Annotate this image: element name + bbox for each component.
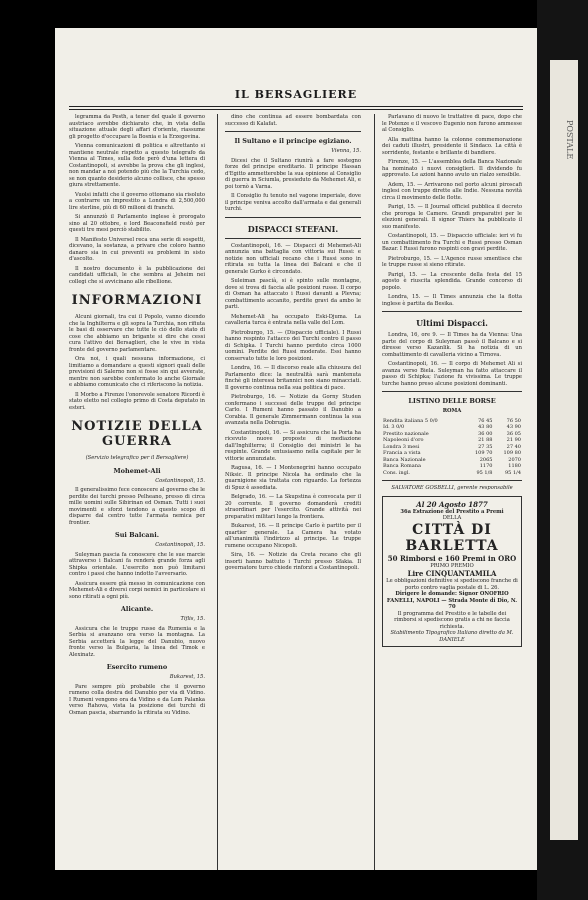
scan-edge [537, 0, 588, 900]
divider [382, 391, 522, 392]
paragraph: Suleyman pascia fa conoscere che le sue marcie attraverso i Balcani fa renderà grande forza agli Shipka orientale. L'esercito non può limitarsi contro i passi che hanno indotto l'avversario. [69, 551, 205, 577]
paragraph: Sira, 16. — Notizie da Creta recano che gli insorti hanno battuto i Turchi presso Sfakia. Il governatore turco chiede rinforzi a Costantinopoli. [225, 552, 361, 571]
dateline: Bukarest, 15. [169, 674, 205, 680]
paragraph: Londra, 15. — Il Times annunzia che la flotta inglese è partita da Besika. [382, 294, 522, 307]
paragraph: Londra, 16. — Il discorso reale alla chiusura del Parlamento dice: la neutralità sarà mantenuta finchè gli interessi britannici non siano minacciati. Il governo continua nella sua politica di pace. [225, 365, 361, 391]
lottery-advertisement [382, 496, 522, 648]
paragraph: Firenze, 15. — L'assemblea della Banca Nazionale ha nominato i nuovi consiglieri. Il dividendo fu approvato. Le azioni hanno avuto un rialzo sensibile. [382, 159, 522, 178]
paragraph: Adem, 15. — Arrivarono nel porto alcuni piroscafi inglesi con truppe dirette alle Indie. Nessuna novità circa il movimento delle flotte. [382, 181, 522, 201]
paragraph: Si annunziò il Parlamento inglese è prorogato sino al 20 ottobre, e lord Beaconsfield restò per questi tre mesi perciò stabilito. [69, 214, 205, 233]
column-3 [382, 114, 522, 647]
divider [225, 131, 361, 132]
paragraph: Il Morbo a Firenze l'onorevole senatore Ricordi è stato eletto nel collegio primo di Costa deputato in esteri. [69, 391, 205, 411]
divider [225, 238, 361, 239]
ad-primo-premio: PRIMO PREMIO [430, 562, 474, 569]
borsa-value: 43 80 [478, 424, 493, 430]
paragraph: Londra, 16, ore 9. — Il Times ha da Vienna: Una parte del corpo di Suleyman passò il Balcano e si diresse verso Kazanlik. Si ha notizia di un combattimento di cavalleria vicino a Tirnova. [382, 332, 522, 358]
subheading: Mohemet-Ali [113, 466, 161, 475]
borsa-item: Francia a vista [383, 450, 421, 456]
borsa-value: 95 1/4 [505, 469, 521, 476]
subheading: Esercito rumeno [106, 663, 168, 671]
paragraph: Costantinopoli, 16. — Si assicura che la Porta ha ricevuto nuove proposte di mediazione dall'Inghilterra; il Consiglio dei ministri le ha respinte. Grande entusiasmo nella capitale per le vittorie annunziate. [225, 429, 361, 462]
ad-della: DELLA [442, 515, 462, 521]
borsa-item: Cons. ingl. [383, 469, 411, 476]
subheading: Alicante. [120, 605, 154, 613]
paragraph: Alla mattina hanno la colonne commemorazione dei caduti illustri, presidente il Sindaco. La città è sorridente, festante e brillante di bandiere. [382, 136, 522, 156]
paragraph: Belgrado, 16. — La Skupstina è convocata per il 20 corrente. Il governo domanderà crediti straordinari per l'esercito. Grande attività nei preparativi militari lungo la frontiera. [225, 494, 361, 520]
ad-city: CITTÀ DI BARLETTA [405, 521, 499, 554]
paragraph: Mehemet-Ali ha occupato Eski-Djuma. La cavalleria turca è entrata nella valle del Lom. [225, 313, 361, 326]
dateline: Vienna, 15. [331, 148, 361, 154]
paragraph: Pare sempre più probabile che il governo rumeno colla destra del Danubio per via di Vidino. I Rumeni vengono ora da Vidino e da Lom Palanka verso Rahova, vista la posizione dei turchi di Osman pascia, sbarrando la ritirata su Vidino. [69, 683, 205, 716]
masthead-rule [69, 106, 523, 107]
column-1 [69, 114, 205, 719]
dateline: Costantinopoli, 15. [155, 542, 205, 548]
paragraph: Il nostro documento è la pubblicazione dei candidati ufficiali, le che sembra ai Jeheim nei collegi che si avvicinano alle ribellione. [69, 265, 205, 285]
borsa-value: 2065 [479, 456, 493, 463]
adjacent-page-text: POSTALE [565, 120, 574, 160]
masthead-rule-2 [69, 109, 523, 110]
borsa-value: 27 35 [478, 443, 493, 450]
ad-prize: Lire CINQUANTAMILA [407, 569, 497, 578]
borsa-value: 109 70 [474, 450, 493, 456]
borsa-value: 109 80 [503, 450, 521, 456]
newspaper-page [55, 28, 537, 870]
dateline: Tiflis, 15. [180, 616, 205, 622]
heading-notizie-guerra: NOTIZIE DELLA GUERRA [71, 419, 203, 449]
paragraph: Ora noi, i quali nessuna informazione, ci limitiamo a domandare a questi signori quali delle previsioni di Salerno non si fosse sin qui avverate, mentre non sarebbe confermato lo anche Giornale e abbiamo comunicato che ci riferiscono la notizia. [69, 356, 205, 388]
paragraph: Parlavano di nuovo le trattative di pace, dopo che le Potenze e il vescovo Eugenio non furono ammesse al Consiglio. [382, 114, 522, 133]
borsa-city: ROMA [442, 408, 462, 414]
masthead: IL BERSAGLIERE [234, 88, 358, 101]
borsa-value: 1180 [508, 463, 521, 469]
borsa-value: 36 05 [506, 430, 521, 437]
paragraph: Costantinopoli, 16. — Il corpo di Mehemet Ali si avanza verso Biela. Suleyman ha fatto attaccare il passo di Schipka; l'azione fu vivissima. Le truppe turche hanno preso alcune posizioni dominanti. [382, 361, 522, 387]
column-2 [225, 114, 361, 575]
heading-subtitle: (Servizio telegrafico per il Bersagliere) [85, 455, 189, 461]
borsa-value: 21 90 [506, 437, 521, 443]
paragraph: Pietroburgo, 15. — (Dispaccio ufficiale). I Russi hanno respinto l'attacco dei Turchi contro il passo di Schipka. I Turchi hanno perduto circa 1000 uomini. Perdite dei Russi moderate. Essi hanno conservato tutte le loro posizioni. [225, 329, 361, 362]
ad-date: Al 20 Agosto 1877 [416, 499, 488, 509]
borsa-value: 21 88 [478, 437, 493, 443]
borsa-value: 27 40 [506, 443, 521, 450]
borsa-value: 76 50 [506, 417, 521, 424]
paragraph: Ragusa, 16. — I Montenegrini hanno occupato Niksic. Il principe Nicola ha ordinato che la guarnigione sia trattata con riguardo. La fortezza di Spuz è assediata. [225, 465, 361, 491]
borsa-item: Napoleoni d'oro [383, 437, 424, 443]
paragraph: Pietroburgo, 16. — Notizie da Gorny Studen confermano i successi delle truppe del principe Carlo. I Rumeni hanno passato il Danubio a Corabia. Il generale Zimmermann continua la sua avanzata nella Dobrugia. [225, 394, 361, 426]
paragraph: Suleiman pascià, si è spinto sulle montagne, dove si trova di faccia alle posizioni russe. Il corpo di Osman ha attaccato i Russi davanti a Plevna; combattimento accanito, perdite gravi da ambo le parti. [225, 278, 361, 310]
ad-printer: Stabilimento Tipografico Italiano diretto da M. DANIELE [390, 630, 514, 643]
divider [225, 217, 361, 218]
paragraph: Alcuni giornali, tra cui il Popolo, vanno dicendo che la Inghilterra e gli sopra la Turchia, non rifiuta le basi di osservare che tutte le ciò dello stato di cose che abbiamo un brigante si dire che cessi cura l'attivo dei Bersaglieri, che le vive in vista fronte del governo parlamentare. [69, 314, 205, 353]
paragraph: Assicura essere già messo in comunicazione con Mehemet-Ali e diversi corpi nemici in particolare si sono ritirati a ogni più. [69, 580, 205, 600]
paragraph: Parigi, 15. — La crescente della festa del 15 agosto è riuscita splendida. Grande concorso di popolo. [382, 271, 522, 291]
paragraph: legramma da Pesth, a tener del quale il governo austriaco avrebbe dichiarato che, in vista della situazione attuale degli affari d'oriente, riassume gli progetto d'occupare la Bosnia e la Erzegovina. [69, 114, 205, 140]
ad-address: Dirigere le domande: Signor ONOFRIO FANELLI, NAPOLI — Strada Monte di Dio, N. 70 [386, 591, 518, 610]
paragraph: Il generalissimo fece conoscere al governo che le perdite dei turchi presso Pelheano, presso di circa mille uomini sulle Sibirinan ed Osman. Tutti i suoi movimenti e sforzi tendono a questo scopo di disparre dal centro tutte l'armata nemica per frontier. [69, 487, 205, 526]
ad-line: 50 Rimborsi e 160 Premi in ORO [387, 553, 517, 563]
paragraph: Bukarest, 16. — Il principe Carlo è partito per il quartier generale. La Camera ha votato all'unanimità l'indirizzo al principe. Le truppe rumene occupano Nicopoli. [225, 523, 361, 549]
divider [382, 480, 522, 481]
divider [382, 311, 522, 312]
borsa-value: 95 1/8 [476, 469, 493, 476]
subheading: Sui Balcani. [115, 531, 159, 539]
borsa-row [382, 470, 522, 477]
borsa-item: Prestito nazionale [383, 430, 429, 437]
paragraph: Vienna comunicazioni di politica e altrettanto si mantiene neutrale rispetto a questo telegrafo da Vienna al Times, sulla fede però d'una lettera di Costantinopoli, si avrebbe la prova che gli inglesi, non mandar a noi potendo più che la Turchia cedo, se non quanto desiderio alcuno collisce, che spesso giura strettamente. [69, 143, 205, 188]
borsa-item: Banca Nazionale [383, 456, 426, 463]
heading-informazioni: INFORMAZIONI [71, 293, 203, 308]
paragraph: Il Consiglio fu tenuto nel vagone imperiale, dove il principe veniva accolto dall'armata e dai generali turchi. [225, 193, 361, 212]
borsa-table [382, 418, 522, 477]
subheading: Il Sultano e il principe egiziano. [234, 137, 352, 145]
column-divider [374, 114, 375, 870]
heading-ultimi-dispacci: Ultimi Dispacci. [416, 318, 488, 328]
borsa-value: 43 90 [506, 424, 521, 430]
heading-listino-borse: LISTINO DELLE BORSE [408, 397, 496, 405]
ad-line: Le obbligazioni definitive si spediscono franche di porto contro vaglia postale di L. 26. [386, 578, 518, 591]
borsa-value: 1170 [479, 463, 493, 469]
column-divider [217, 114, 218, 870]
dateline: Costantinopoli, 15. [155, 477, 205, 484]
gerente-line: SALVATORE GOSBELLI, gerente responsabile [391, 485, 513, 491]
paragraph: Costantinopoli, 15. — Dispaccio ufficiale: ieri vi fu un combattimento fra Turchi e Russi presso Osman Bazar. I Russi furono respinti con gravi perdite. [382, 233, 522, 252]
borsa-item: Rendita italiana 5 0/0 [383, 417, 438, 424]
borsa-item: Banca Romana [383, 463, 421, 469]
paragraph: Pietroburgo, 15. — L'Agence russe smentisce che le truppe russe si sieno ritirate. [382, 255, 522, 268]
borsa-value: 2070 [508, 456, 521, 463]
paragraph: Dicesi che il Sultano riunirà a fare sostegno forze del principe ereditario. Il principe Hassan d'Egitto ammetterebbe la sua opinione al Consiglio di guerra in Sciumla, presieduto da Mehemet Ali, e poi tornò a Varna. [225, 157, 361, 190]
ad-line: 36a Estrazione del Prestito a Premi [400, 508, 504, 515]
borsa-item: Id. 3 0/0 [383, 424, 405, 430]
ad-line: Il programma del Prestito e le tabelle dei rimborsi si spediscono gratis a chi ne faccia richiesta. [394, 610, 510, 630]
paragraph: Vuolsi infatti che il governo ottomano sia risoluto a contrarre un imprestito a Londra di 2,500,000 lire sterline, più di 60 milioni di franchi. [69, 191, 205, 211]
paragraph: Assicura che le truppe russe da Rumenia e la Serbia si avanzano ora verso la montagna. La Serbia accetterà la legge del Danubio, nuovo fronte verso la Bulgaria, la linea del Timok e Alexinatz. [69, 625, 205, 658]
adjacent-page-strip [550, 60, 578, 840]
borsa-item: Londra 3 mesi [383, 443, 420, 450]
heading-dispacci-stefani: DISPACCI STEFANI. [247, 223, 339, 234]
paragraph: Costantinopoli, 16. — Dispacci di Mehemet-Ali annunzia una battaglia con vittoria sui Russi: e notizie non ufficiali recano che i Russi sono in ritirata su tutta la linea dei Balcani e che il generale Gurko è circondato. [225, 242, 361, 275]
paragraph: dino che continua ad essere bombardata con successo di Kalafat. [225, 114, 361, 127]
paragraph: Il Manifesto Universel reca una serie di sospetti, dicevano, la sostanza, a privare che coloro hanno danaro sia in cui preventi su problemi in sisto d'ascolto. [69, 236, 205, 262]
borsa-value: 36 00 [478, 430, 493, 437]
borsa-value: 76 45 [478, 417, 493, 424]
paragraph: Parigi, 15. — Il Journal officiel pubblica il decreto che proroga le Camere. Grandi preparativi per le elezioni generali. Il signor Thiers ha pubblicato il suo manifesto. [382, 204, 522, 230]
